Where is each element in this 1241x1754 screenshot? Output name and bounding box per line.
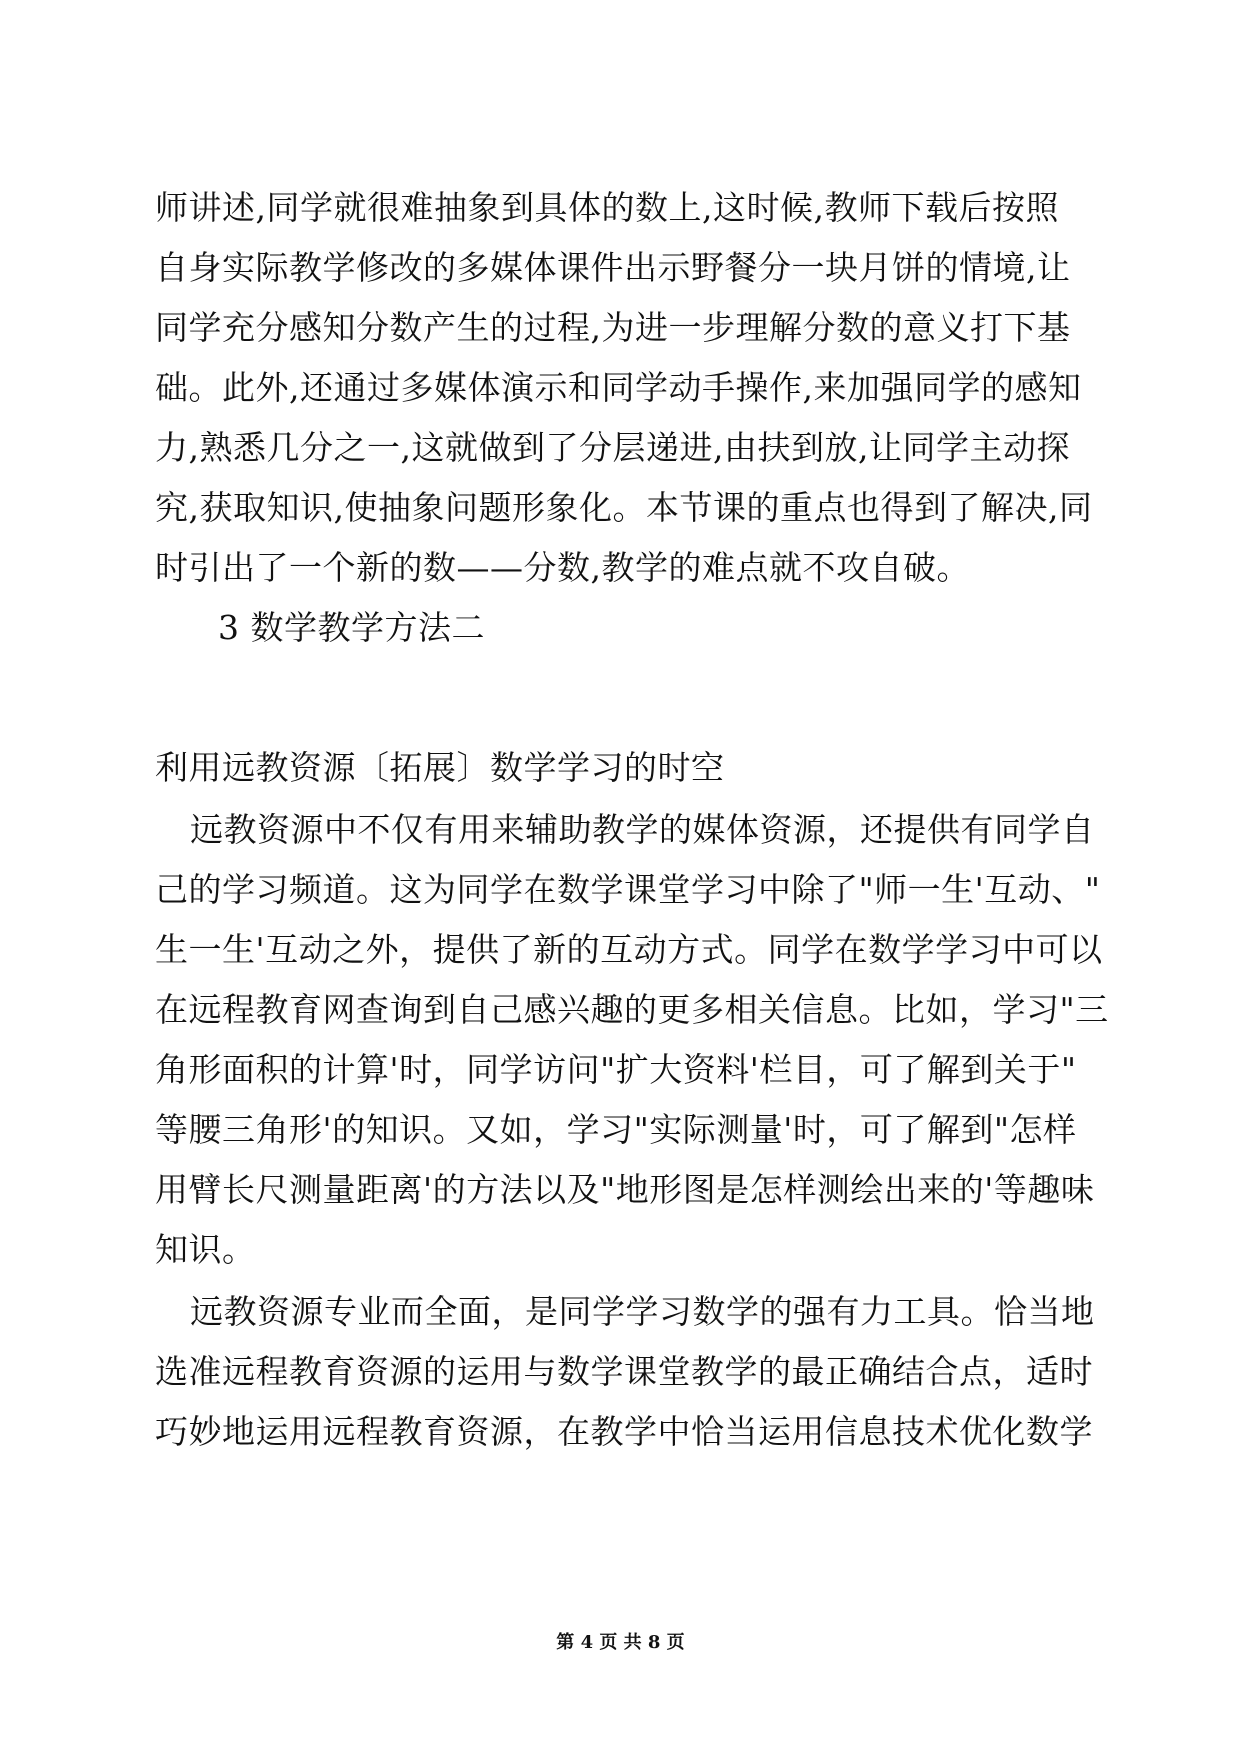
body-line-10: 远教资源中不仅有用来辅助教学的媒体资源，还提供有同学自 xyxy=(190,810,1095,849)
section-heading: 3 数学教学方法二 xyxy=(218,608,485,647)
body-line-19: 选准远程教育资源的运用与数学课堂教学的最正确结合点，适时 xyxy=(155,1352,1093,1391)
subsection-title: 利用远教资源〔拓展〕数学学习的时空 xyxy=(155,748,725,787)
body-line-13: 在远程教育网查询到自己感兴趣的更多相关信息。比如，学习"三 xyxy=(155,990,1109,1029)
body-line-15: 等腰三角形'的知识。又如，学习"实际测量'时，可了解到"怎样 xyxy=(155,1110,1077,1149)
body-line-6: 究,获取知识,使抽象问题形象化。本节课的重点也得到了解决,同 xyxy=(155,488,1093,527)
body-line-11: 己的学习频道。这为同学在数学课堂学习中除了"师一生'互动、" xyxy=(155,870,1101,909)
body-line-17: 知识。 xyxy=(155,1230,256,1269)
body-line-3: 同学充分感知分数产生的过程,为进一步理解分数的意义打下基 xyxy=(155,308,1071,347)
body-line-1: 师讲述,同学就很难抽象到具体的数上,这时候,教师下载后按照 xyxy=(155,188,1059,227)
page-number-footer: 第 4 页 共 8 页 xyxy=(556,1632,685,1653)
body-line-2: 自身实际教学修改的多媒体课件出示野餐分一块月饼的情境,让 xyxy=(155,248,1071,287)
body-line-5: 力,熟悉几分之一,这就做到了分层递进,由扶到放,让同学主动探 xyxy=(155,428,1070,467)
body-line-12: 生一生'互动之外，提供了新的互动方式。同学在数学学习中可以 xyxy=(155,930,1103,969)
body-line-4: 础。此外,还通过多媒体演示和同学动手操作,来加强同学的感知 xyxy=(155,368,1082,407)
body-line-18: 远教资源专业而全面，是同学学习数学的强有力工具。恰当地 xyxy=(190,1292,1095,1331)
body-line-7: 时引出了一个新的数——分数,教学的难点就不攻自破。 xyxy=(155,548,970,587)
body-line-16: 用臂长尺测量距离'的方法以及"地形图是怎样测绘出来的'等趣味 xyxy=(155,1170,1095,1209)
body-line-14: 角形面积的计算'时，同学访问"扩大资料'栏目，可了解到关于" xyxy=(155,1050,1077,1089)
body-line-20: 巧妙地运用远程教育资源，在教学中恰当运用信息技术优化数学 xyxy=(155,1412,1093,1451)
